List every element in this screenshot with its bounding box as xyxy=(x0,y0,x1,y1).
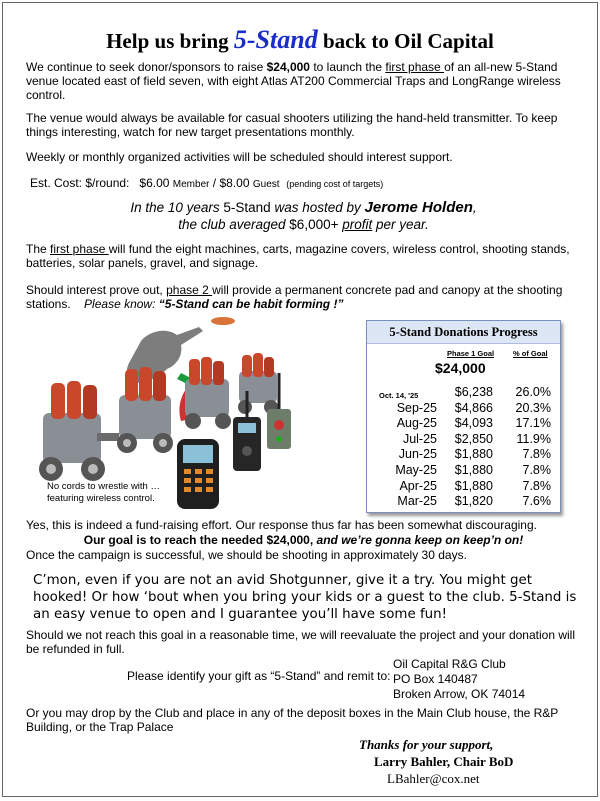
goal-statement: Our goal is to reach the needed $24,000, and we’re gonna keep on keep’n on! xyxy=(83,533,524,547)
goal-total: $24,000 xyxy=(435,360,486,376)
flyer-page xyxy=(2,2,598,797)
intro-paragraph: We continue to seek donor/sponsors to raise $24,000 to launch the first phase of an all-new 5-Stand venue located east of field seven, with eight Atlas AT200 Commercial Traps and LongRange wireless control. xyxy=(26,60,561,102)
donation-amount: $1,880 xyxy=(454,447,493,462)
dropby-paragraph: Or you may drop by the Club and place in any of the deposit boxes in the Main Club house, the R&P Building, or the Trap Palace xyxy=(26,706,559,734)
donation-amount: $4,093 xyxy=(454,416,493,431)
donation-row xyxy=(367,494,560,510)
trap-machine-icon xyxy=(238,353,278,414)
col-phase1-goal: Phase 1 Goal xyxy=(447,349,495,358)
cost-line: Est. Cost: $/round: $6.00 Member / $8.00 Guest (pending cost of targets) xyxy=(30,176,384,190)
history-paragraph: In the 10 years 5-Stand was hosted by Jerome Holden, the club averaged $6,000+ profit per year. xyxy=(130,199,477,232)
donation-date: Sep-25 xyxy=(396,400,437,415)
donation-row xyxy=(367,479,560,495)
donation-row xyxy=(367,401,560,417)
donation-row xyxy=(367,416,560,432)
page-title: Help us bring 5-Stand back to Oil Capital xyxy=(106,25,494,54)
remit-address: Oil Capital R&G Club PO Box 140487 Broken Arrow, OK 74014 xyxy=(393,657,526,701)
donation-percent: 20.3% xyxy=(515,400,551,415)
refund-paragraph: Should we not reach this goal in a reasonable time, we will reevaluate the project and your donation will be refunded in full. xyxy=(26,628,575,656)
donation-row xyxy=(367,463,560,479)
donation-percent: 7.8% xyxy=(522,478,551,493)
phase1-paragraph: The first phase will fund the eight machines, carts, magazine covers, wireless control, shooting stands, batteries, solar panels, gravel, and signage. xyxy=(26,242,570,270)
encouragement-paragraph: C’mon, even if you are not an avid Shotgunner, give it a try. You might get hooked! Or how ‘bout when you bring your kids or a guest to the club. 5-Stand is an easy venue to open and I guarantee you’ll have some fun! xyxy=(33,573,577,622)
donation-amount: $4,866 xyxy=(454,400,493,415)
donation-percent: 17.1% xyxy=(515,416,551,431)
donations-progress-table xyxy=(366,320,561,513)
donation-date: Apr-25 xyxy=(399,478,437,493)
signature-name: Larry Bahler, Chair BoD xyxy=(374,754,514,769)
donation-percent: 7.8% xyxy=(522,463,551,477)
phase2-paragraph: Should interest prove out, phase 2 will provide a permanent concrete pad and canopy at the shooting stations. Please know: “5-Stand can be habit forming !” xyxy=(26,283,563,311)
activities-paragraph: Weekly or monthly organized activities will be scheduled should interest support. xyxy=(26,150,453,164)
availability-paragraph: The venue would always be available for casual shooters utilizing the hand-held transmitter. To keep things interesting, watch for new target presentations monthly. xyxy=(26,111,558,139)
trap-machine-icon xyxy=(185,357,231,429)
donation-date: Mar-25 xyxy=(397,494,437,509)
brand-5-stand: 5-Stand xyxy=(233,25,318,54)
donation-percent: 11.9% xyxy=(516,431,551,446)
donations-heading: 5-Stand Donations Progress xyxy=(367,321,560,344)
donation-date: May-25 xyxy=(395,463,437,477)
donation-amount: $1,880 xyxy=(454,478,493,493)
donation-amount: $1,880 xyxy=(454,463,493,477)
donation-amount: $1,820 xyxy=(454,494,493,509)
first-phase-text: first phase xyxy=(50,242,109,256)
donation-percent: 7.6% xyxy=(522,494,551,509)
habit-quote: “5-Stand can be habit forming !” xyxy=(158,297,344,311)
donation-percent: 7.8% xyxy=(522,447,551,462)
donation-row xyxy=(367,447,560,463)
campaign-paragraph: Once the campaign is successful, we should be shooting in approximately 30 days. xyxy=(26,548,467,562)
trap-machine-icon xyxy=(117,367,173,453)
goal-amount: $24,000 xyxy=(266,60,310,74)
donation-amount: $2,850 xyxy=(454,431,493,446)
remit-label: Please identify your gift as “5-Stand” and remit to: xyxy=(127,669,391,683)
donation-date: Aug-25 xyxy=(396,416,437,431)
donation-amount: $6,238 xyxy=(454,385,493,399)
host-name: Jerome Holden xyxy=(364,199,473,216)
col-pct-goal: % of Goal xyxy=(513,349,548,358)
signature-thanks: Thanks for your support, xyxy=(359,737,494,752)
donation-row xyxy=(367,385,560,401)
trap-machine-icon xyxy=(39,381,119,481)
donation-date: Jul-25 xyxy=(402,431,437,446)
wireless-caption: No cords to wrestle with … featuring wireless control. xyxy=(47,481,160,504)
signature-email[interactable]: LBahler@cox.net xyxy=(387,771,480,786)
donation-row xyxy=(367,432,560,448)
first-phase-link: first phase xyxy=(385,60,445,74)
handheld-transmitter-icon xyxy=(177,439,219,509)
donation-percent: 26.0% xyxy=(515,385,551,399)
phase2-text: phase 2 xyxy=(166,283,213,297)
donation-date: Oct. 14, '25 xyxy=(379,391,419,400)
fundraise-paragraph: Yes, this is indeed a fund-raising effort. Our response thus far has been somewhat discouraging. xyxy=(26,518,537,532)
donation-date: Jun-25 xyxy=(398,447,437,462)
